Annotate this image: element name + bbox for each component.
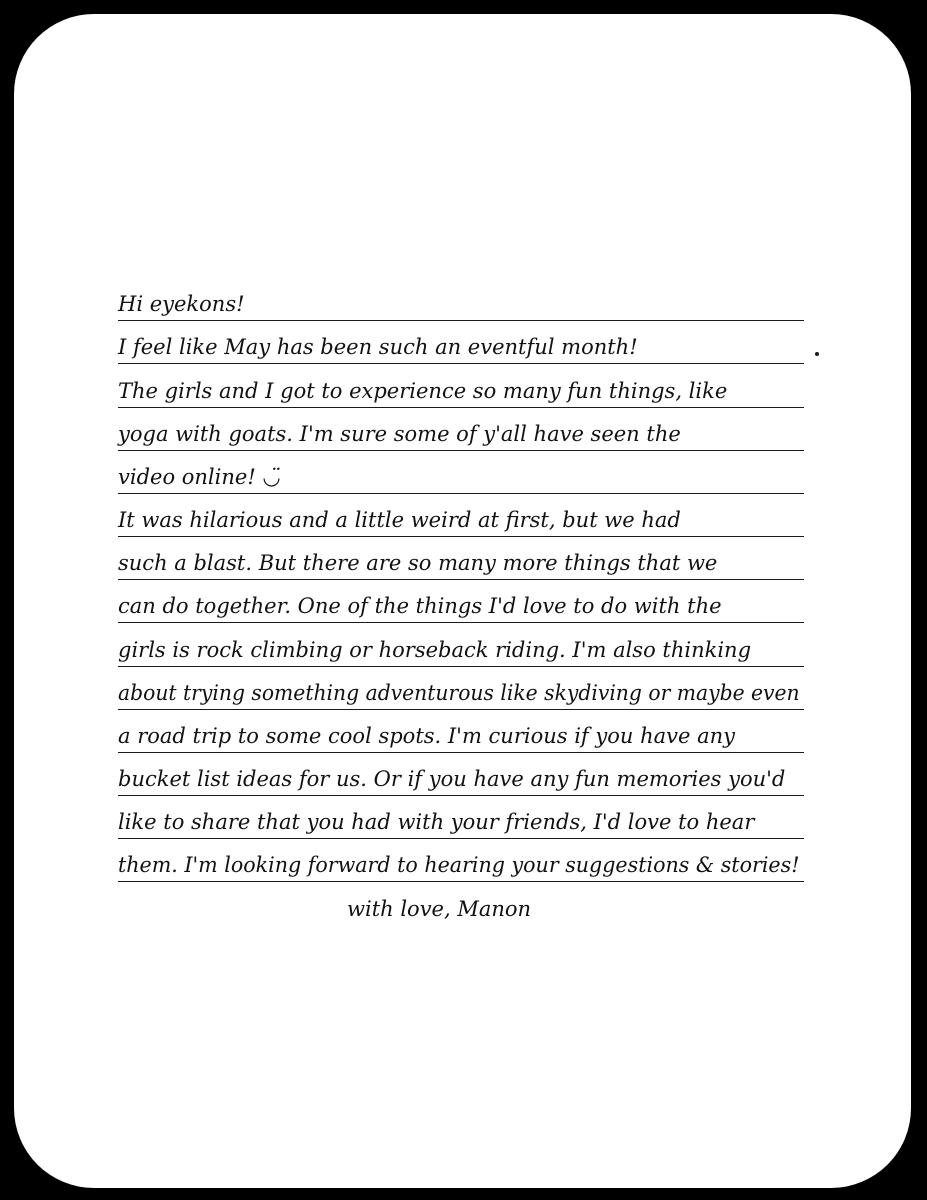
letter-line — [118, 633, 804, 667]
stray-dot — [815, 352, 819, 356]
letter-line — [118, 848, 804, 882]
greeting-text: Hi eyekons! — [118, 292, 245, 316]
letter-line — [118, 589, 804, 623]
letter-line — [118, 460, 804, 494]
letter-text: It was hilarious and a little weird at first, but we had — [118, 508, 681, 532]
letter-text: can do together. One of the things I'd love to do with the — [118, 594, 722, 618]
letter-text: I feel like May has been such an eventful month! — [118, 335, 638, 359]
letter-line — [118, 676, 804, 710]
signature: with love, Manon — [347, 897, 532, 921]
letter-line — [118, 805, 804, 839]
letter-line — [118, 762, 804, 796]
letter-text: bucket list ideas for us. Or if you have any fun memories you'd — [118, 767, 786, 791]
letter-line — [118, 374, 804, 408]
letter-text: video online! ◡̈ — [118, 465, 281, 489]
letter-text: girls is rock climbing or horseback riding. I'm also thinking — [118, 638, 752, 662]
letter-line — [118, 330, 804, 364]
letter-line-greeting — [118, 287, 804, 321]
letter-text: such a blast. But there are so many more things that we — [118, 551, 718, 575]
letter-line — [118, 719, 804, 753]
letter-text: like to share that you had with your friends, I'd love to hear — [118, 810, 755, 834]
letter-line — [118, 546, 804, 580]
letter-text: them. I'm looking forward to hearing your suggestions & stories! — [118, 853, 800, 877]
letter-text: about trying something adventurous like skydiving or maybe even — [118, 681, 800, 705]
letter-line — [118, 503, 804, 537]
letter-text: The girls and I got to experience so many fun things, like — [118, 379, 728, 403]
letter-line — [118, 417, 804, 451]
letter-text: yoga with goats. I'm sure some of y'all have seen the — [118, 422, 681, 446]
letter-text: a road trip to some cool spots. I'm curious if you have any — [118, 724, 735, 748]
